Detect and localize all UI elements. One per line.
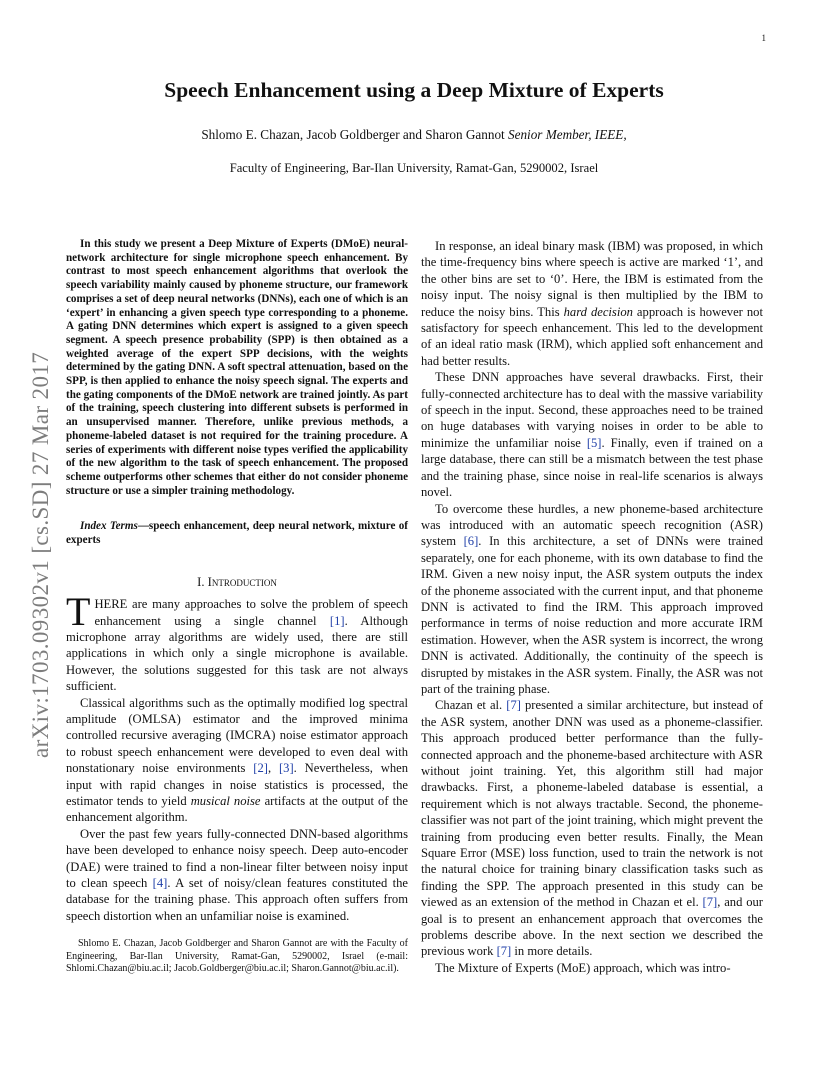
text-span: , [267,761,279,776]
text-span: in more details. [511,944,593,959]
intro-paragraph-2 [66,695,408,826]
text-span: , and our goal is to present an enhancement approach that overcomes the problems describe above. In the next section we described the previous work [421,895,763,959]
text-span: . Finally, even if trained on a large database, there can still be a mismatch between the test phase and the training phase, since noise in real-life scenarios is always novel. [421,435,763,500]
text-span: Over the past few years fully-connected DNN-based algorithms have been developed to enhance noisy speech. Deep auto-encoder (DAE) were trained to find a non-linear filter between noisy input to clean speech [66,826,408,891]
left-column [66,238,408,976]
citation-link[interactable]: [7] [506,698,521,713]
index-terms-text: —speech enhancement, deep neural network, mixture of experts [66,520,408,547]
authors-role: Senior Member, IEEE, [508,127,627,142]
text-span: Chazan et al. [435,698,507,713]
citation-link[interactable]: [6] [463,534,479,549]
citation-link[interactable]: [3] [278,761,294,776]
paper-title: Speech Enhancement using a Deep Mixture of Experts [164,78,664,102]
text-span: . A set of noisy/clean features constituted the database for the training phase. This approach often suffers from speech distortion when an unfamiliar noise is examined. [66,876,408,923]
author-line [0,127,828,143]
text-span: presented a similar architecture, but instead of the ASR system, another DNN was used as a phoneme-classifier. This approach produced better performance than the fully-connected approach and the phoneme-based architecture with ASR without joint training. Yet, this algorithm still had major drawbacks. First, a phoneme-labeled database is essential, a requirement which is not always tractable. Second, the phoneme-classifier was not part of the joint training, which might prevent the training from producing even better results. Finally, the Mean Square Error (MSE) loss function, used to train the network is not the natural choice for training binary classification tasks such as finding the SPP. The approach presented in this study can be viewed as an extension of the method in Chazan et el. [421,698,763,910]
citation-link[interactable]: [2] [253,761,268,776]
index-terms-label: Index Terms [80,520,138,533]
text-span: artifacts at the output of the enhancement algorithm. [66,794,408,825]
text-span: These DNN approaches have several drawbacks. First, their fully-connected architecture has to deal with the massive variability of speech in the input. Second, these approaches need to be trained on huge databases with varying noises in order to be able to minimize the unfamiliar noise [421,370,763,450]
drop-cap: T [66,589,91,635]
section-title: Introduction [207,574,277,589]
text-span: The Mixture of Experts (MoE) approach, which was intro- [435,960,731,975]
text-span: Classical algorithms such as the optimally modified log spectral amplitude (OMLSA) estimator and the improved minima controlled recursive averaging (IMCRA) noise estimator approach to robust speech enhancement were developed to even deal with nonstationary noise environments [66,695,408,776]
emphasis: musical noise [190,794,261,809]
text-span: . Nevertheless, when input with rapid changes in noise statistics is processed, the estimator tends to yield [66,761,409,809]
section-number: I. [197,574,205,589]
emphasis: hard decision [563,304,633,319]
intro-paragraph-5 [421,369,763,500]
intro-paragraph-4 [421,238,763,369]
text-span: To overcome these hurdles, a new phoneme-based architecture was introduced with an automatic speech recognition (ASR) system [421,501,763,549]
intro-paragraph-6 [421,501,763,698]
right-column [421,238,763,976]
intro-paragraph-1 [66,589,408,694]
intro-paragraph-7 [421,697,763,960]
text-span: . Although microphone array algorithms are widely used, there are still applications in which only a single microphone is available. However, the solutions suggested for this task are not always sufficient. [66,613,408,694]
citation-link[interactable]: [7] [702,895,718,910]
index-terms [66,520,408,547]
section-heading [66,574,408,590]
intro-paragraph-8 [421,960,763,976]
citation-link[interactable]: [7] [496,944,512,959]
abstract: In this study we present a Deep Mixture of Experts (DMoE) neural-network architecture for single microphone speech enhancement. By contrast to most speech enhancement algorithms that overlook the speech variability mainly caused by phoneme structure, our framework comprises a set of deep neural networks (DNNs), each one of which is an ‘expert’ in enhancing a given speech type corresponding to a phoneme. A gating DNN determines which expert is assigned to a given speech segment. A speech presence probability (SPP) is then obtained as a weighted average of the expert SPP decisions, with the weights determined by the gating DNN. A soft spectral attenuation, based on the SPP, is then applied to enhance the noisy speech signal. The experts and the gating components of the DMoE network are trained jointly. As part of the training, speech clustering into different subsets is performed in an unsupervised manner. Therefore, unlike previous methods, a phoneme-labeled dataset is not required for the training procedure. A series of experiments with different noise types verified the applicability of the new algorithm to the task of speech enhancement. The proposed scheme outperforms other schemes that either do not consider phoneme structure or use a simpler training methodology. [66,238,408,497]
page-number: 1 [761,33,766,43]
citation-link[interactable]: [1] [329,613,345,628]
text-span: In response, an ideal binary mask (IBM) was proposed, in which the time-frequency bins where speech is active are marked ‘1’, and the other bins are set to ‘0’. Here, the IBM is estimated from the noisy input. The noisy signal is then multiplied by the IBM to reduce the noisy bins. This [421,239,763,319]
citation-link[interactable]: [4] [152,876,168,891]
text-span: . In this architecture, a set of DNNs were trained separately, one for each phoneme, with its own database to find the IRM. Given a new noisy input, the ASR system outputs the index of the phoneme associated with the current input, and that phoneme DNN is activated to find the IRM. This approach improved performance in terms of noise reduction and more accurate IRM estimation. However, when the ASR system is incorrect, the wrong DNN is activated. Additionally, the continuity of the speech is disrupted by mistakes in the ASR system. Finally, the ASR was not part of the training phase. [421,534,763,696]
text-span: approach is however not satisfactory for speech enhancement. This led to the development of an ideal ratio mask (IRM), which applied soft enhancement and had better results. [421,304,763,368]
arxiv-stamp: arXiv:1703.09302v1 [cs.SD] 27 Mar 2017 [28,351,53,758]
text-span: HERE are many approaches to solve the problem of speech enhancement using a single channel [94,597,408,628]
authors: Shlomo E. Chazan, Jacob Goldberger and Sharon Gannot [201,127,505,142]
footnote: Shlomo E. Chazan, Jacob Goldberger and Sharon Gannot are with the Faculty of Engineering, Bar-Ilan University, Ramat-Gan, 5290002, Israel (e-mail: Shlomi.Chazan@biu.ac.il; Jacob.Goldberger@biu.ac.il; Sharon.Gannot@biu.ac.il). [66,938,408,975]
intro-paragraph-3 [66,826,408,924]
affiliation: Faculty of Engineering, Bar-Ilan University, Ramat-Gan, 5290002, Israel [229,161,599,175]
citation-link[interactable]: [5] [586,435,602,450]
